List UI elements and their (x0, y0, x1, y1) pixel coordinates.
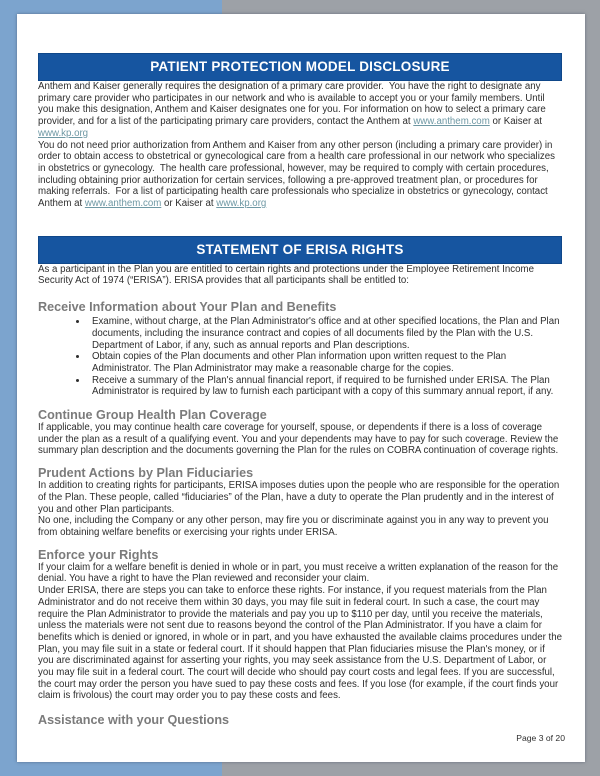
paragraph-text: You do not need prior authorization from Anthem and Kaiser from any other person (including a primary care provider) in order to obtain access to obstetrical or gynecological care from a health care professional in our network who specializes in obstetrics or gynecology. The health care professional, however, may be required to comply with certain procedures, including obtaining prior authorization for certain services, following a pre-approved treatment plan, or procedures for making referrals. For a list of participating health care professionals who specialize in obstetrics or gynecology, contact Anthem at (38, 139, 558, 210)
heading-receive-information: Receive Information about Your Plan and Benefits (38, 300, 337, 315)
document-page (17, 14, 585, 762)
paragraph-text: or Kaiser at (161, 198, 217, 210)
paragraph-erisa-intro: As a participant in the Plan you are entitled to certain rights and protections under the Employee Retirement Income Security Act of 1974 (“ERISA”). ERISA provides that all participants shall be entitled to: (38, 263, 537, 287)
anthem-website-link[interactable]: www.anthem.com (84, 198, 162, 210)
bullet-obtain-copies: • Obtain copies of the Plan documents and other Plan information upon written request to the Plan Administrator. The Plan Administrator may make a reasonable charge for the copies. (88, 351, 562, 374)
paragraph-pcp-designation (38, 81, 562, 140)
heading-continue-coverage: Continue Group Health Plan Coverage (38, 408, 267, 423)
anthem-website-link[interactable]: www.anthem.com (413, 116, 490, 128)
banner-erisa-rights-title: STATEMENT OF ERISA RIGHTS (38, 236, 562, 264)
bullet-examine-documents: • Examine, without charge, at the Plan Administrator's office and at other specified locations, the Plan and Plan documents, including the insurance contract and copies of all documents filed by the Plan with the U.S. Department of Labor, if any, such as annual reports and Plan descriptions. (88, 316, 562, 351)
paragraph-fiduciary-duties: In addition to creating rights for participants, ERISA imposes duties upon the people who are responsible for the operation of the Plan. These people, called “fiduciaries” of the Plan, have a duty to operate the Plan prudently and in the interest of you and other Plan participants. (38, 480, 562, 515)
paragraph-text: or Kaiser at (489, 116, 545, 128)
paragraph-claim-denial: If your claim for a welfare benefit is denied in whole or in part, you must receive a written explanation of the reason for the denial. You have a right to have the Plan reviewed and reconsider your claim. (38, 561, 561, 585)
paragraph-text: Anthem and Kaiser generally requires the designation of a primary care provider. You have the right to designate any primary care provider who participates in our network and who is available to accept you or your family members. Until you make this designation, Anthem and Kaiser designates one for you. For information on how to select a primary care provider, and for a list of the participating primary care providers, contact the Anthem at (38, 81, 549, 128)
banner-patient-protection-title: PATIENT PROTECTION MODEL DISCLOSURE (38, 53, 562, 81)
heading-assistance-questions: Assistance with your Questions (38, 713, 230, 728)
paragraph-no-discrimination: No one, including the Company or any other person, may fire you or discriminate against you in any way to prevent you from obtaining welfare benefits or exercising your rights under ERISA. (38, 515, 552, 538)
paragraph-continue-coverage: If applicable, you may continue health care coverage for yourself, spouse, or dependents if there is a loss of coverage under the plan as a result of a qualifying event. You and your dependents may have to pay for such coverage. Review the summary plan description and the documents governing the Plan for the rules on COBRA continuation of coverage rights. (38, 422, 561, 457)
page-number-label: Page 3 of 20 (516, 733, 565, 743)
kaiser-website-link[interactable]: www.kp.org (216, 198, 267, 210)
paragraph-obgyn-authorization (38, 140, 562, 210)
heading-prudent-actions: Prudent Actions by Plan Fiduciaries (38, 466, 254, 481)
kaiser-website-link[interactable]: www.kp.org (38, 127, 89, 139)
heading-enforce-rights: Enforce your Rights (38, 547, 159, 562)
page-content (17, 14, 585, 727)
bullet-receive-summary: • Receive a summary of the Plan's annual financial report, if required to be furnished under ERISA. The Plan Administrator is required by law to furnish each participant with a copy of this summary annual report, if any. (88, 375, 562, 398)
paragraph-enforcement-steps: Under ERISA, there are steps you can take to enforce these rights. For instance, if you request materials from the Plan Administrator and do not receive them within 30 days, you may file suit in federal court. In such a case, the court may require the Plan Administrator to provide the materials and pay you up to $110 per day, until you receive the materials, unless the materials were not sent due to reasons beyond the control of the Plan Administrator. If you have a claim for benefits which is denied or ignored, in whole or in part, and you have exhausted the available claims procedures under the Plan, you may file suit in a state or federal court. If it should happen that Plan fiduciaries misuse the Plan's money, or if you are discriminated against for asserting your rights, you may seek assistance from the U.S. Department of Labor, or you may file suit in a federal court. The court will decide who should pay court costs and legal fees. If you are successful, the court may order the person you have sued to pay these costs and fees. If you lose (for example, if the court finds your claim is frivolous) the court may order you to pay these costs and fees. (38, 585, 565, 702)
receive-information-bullet-list (38, 316, 562, 398)
